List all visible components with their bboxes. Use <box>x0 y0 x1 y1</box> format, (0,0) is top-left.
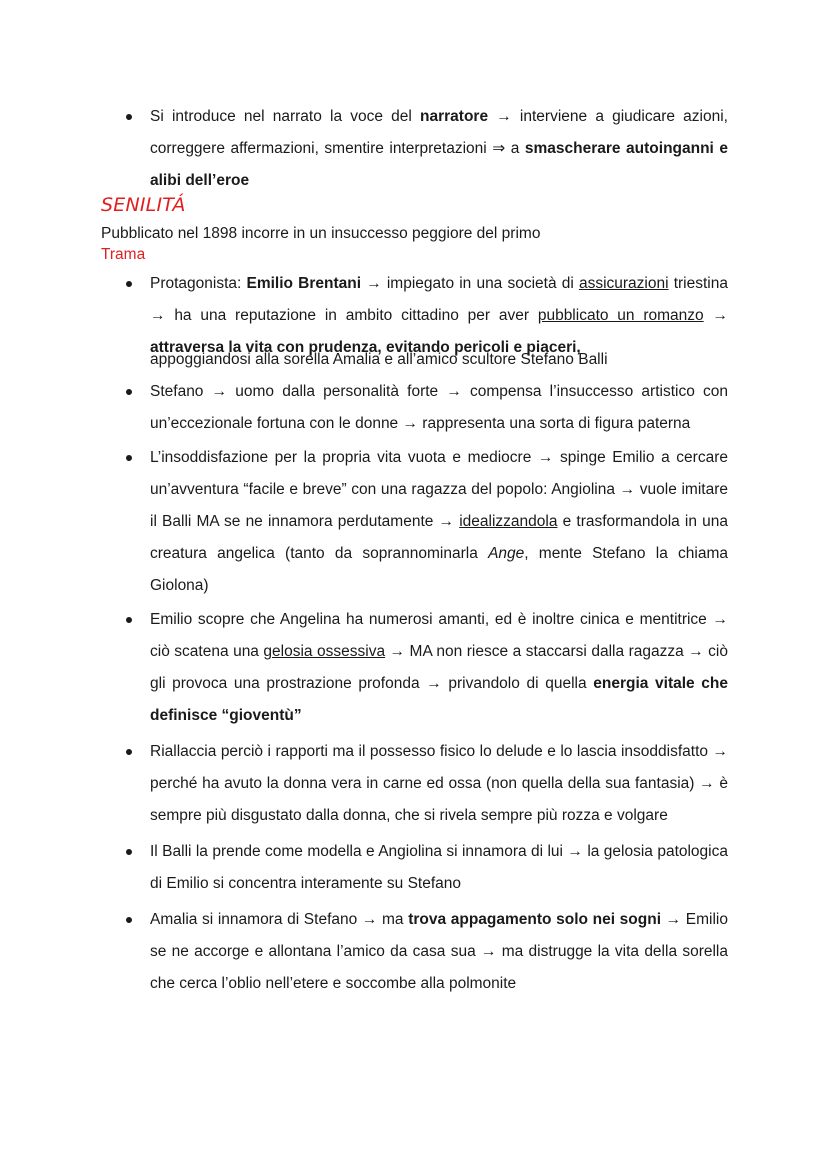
plot-bullet <box>150 604 728 732</box>
subsection-heading: Trama <box>101 246 146 263</box>
bullet-text: → Emilio se ne accorge e allontana l’amico da casa sua → ma distrugge la vita della sorella che cerca l’oblio nell’etere e soccombe alla polmonite <box>150 911 728 992</box>
bullet-text: Stefano → uomo dalla personalità forte → compensa l’insuccesso artistico con un’eccezionale fortuna con le donne → rappresenta una sorta di figura paterna <box>150 383 728 432</box>
intro-bold: smascherare autoinganni e alibi dell’eroe <box>150 140 728 189</box>
bullet-text: Amalia si innamora di Stefano → ma <box>150 911 409 928</box>
bullet-text: Protagonista: <box>150 275 247 292</box>
bullet-text: Riallaccia perciò i rapporti ma il possesso fisico lo delude e lo lascia insoddisfatto → perché ha avuto la donna vera in carne ed ossa (non quella della sua fantasia) → è sempre più disgustato dalla donna, che si rivela sempre più rozza e volgare <box>150 743 728 824</box>
bullet-text: → impiegato in una società di <box>361 275 579 292</box>
plot-bullet <box>150 736 728 832</box>
bullet-text: appoggiandosi alla sorella Amalia e all’amico scultore Stefano Balli <box>150 351 608 368</box>
plot-bullet-continuation <box>150 349 728 371</box>
intro-bold: narratore <box>420 108 489 125</box>
bullet-dot <box>126 849 132 855</box>
bullet-text: Il Balli la prende come modella e Angiolina si innamora di lui → la gelosia patologica di Emilio si concentra interamente su Stefano <box>150 843 728 892</box>
bold-text: energia vitale che definisce “gioventù” <box>150 675 728 724</box>
intro-text: Si introduce nel narrato la voce del <box>150 108 421 125</box>
plot-bullet <box>150 904 728 1000</box>
bullet-text: → MA non riesce a staccarsi dalla ragazza → ciò gli provoca una prostrazione profonda → privandolo di quella <box>150 643 728 692</box>
plot-bullet <box>150 376 728 440</box>
bullet-dot <box>126 749 132 755</box>
underlined-text: assicurazioni <box>578 275 669 292</box>
bullet-text: e trasformandola in una creatura angelica (tanto da soprannominarla <box>150 513 729 562</box>
underlined-text: gelosia ossessiva <box>263 643 386 660</box>
bullet-dot <box>126 617 132 623</box>
intro-bullet <box>150 101 728 197</box>
underlined-text: pubblicato un romanzo <box>537 307 704 324</box>
bullet-dot <box>126 114 132 120</box>
plot-bullet <box>150 442 728 602</box>
bullet-dot <box>126 917 132 923</box>
bullet-text: Emilio scopre che Angelina ha numerosi amanti, ed è inoltre cinica e mentitrice → ciò scatena una <box>150 611 728 660</box>
bullet-dot <box>126 281 132 287</box>
underlined-text: idealizzandola <box>459 513 558 530</box>
plot-bullet <box>150 836 728 900</box>
bullet-dot <box>126 389 132 395</box>
bold-text: attraversa la vita con prudenza, evitando pericoli e piaceri, <box>150 339 581 356</box>
italic-text: Ange <box>488 545 525 562</box>
publication-note: Pubblicato nel 1898 incorre in un insuccesso peggiore del primo <box>101 225 541 242</box>
bullet-text: , mente Stefano la chiama Giolona) <box>150 545 729 594</box>
bullet-text: L’insoddisfazione per la propria vita vuota e mediocre → spinge Emilio a cercare un’avventura “facile e breve” con una ragazza del popolo: Angiolina → vuole imitare il Balli MA se ne innamora perdutamente → <box>150 449 728 530</box>
bullet-text: → <box>703 307 728 324</box>
intro-list <box>150 101 728 197</box>
bullet-dot <box>126 455 132 461</box>
plot-list <box>150 268 728 1000</box>
bold-text: Emilio Brentani <box>246 275 362 292</box>
bullet-text: triestina → ha una reputazione in ambito cittadino per aver <box>150 275 728 324</box>
bold-text: trova appagamento solo nei sogni <box>408 911 661 928</box>
intro-text: → interviene a giudicare azioni, correggere affermazioni, smentire interpretazioni ⇒ a <box>150 108 728 157</box>
section-heading: SENILITÁ <box>101 194 186 216</box>
